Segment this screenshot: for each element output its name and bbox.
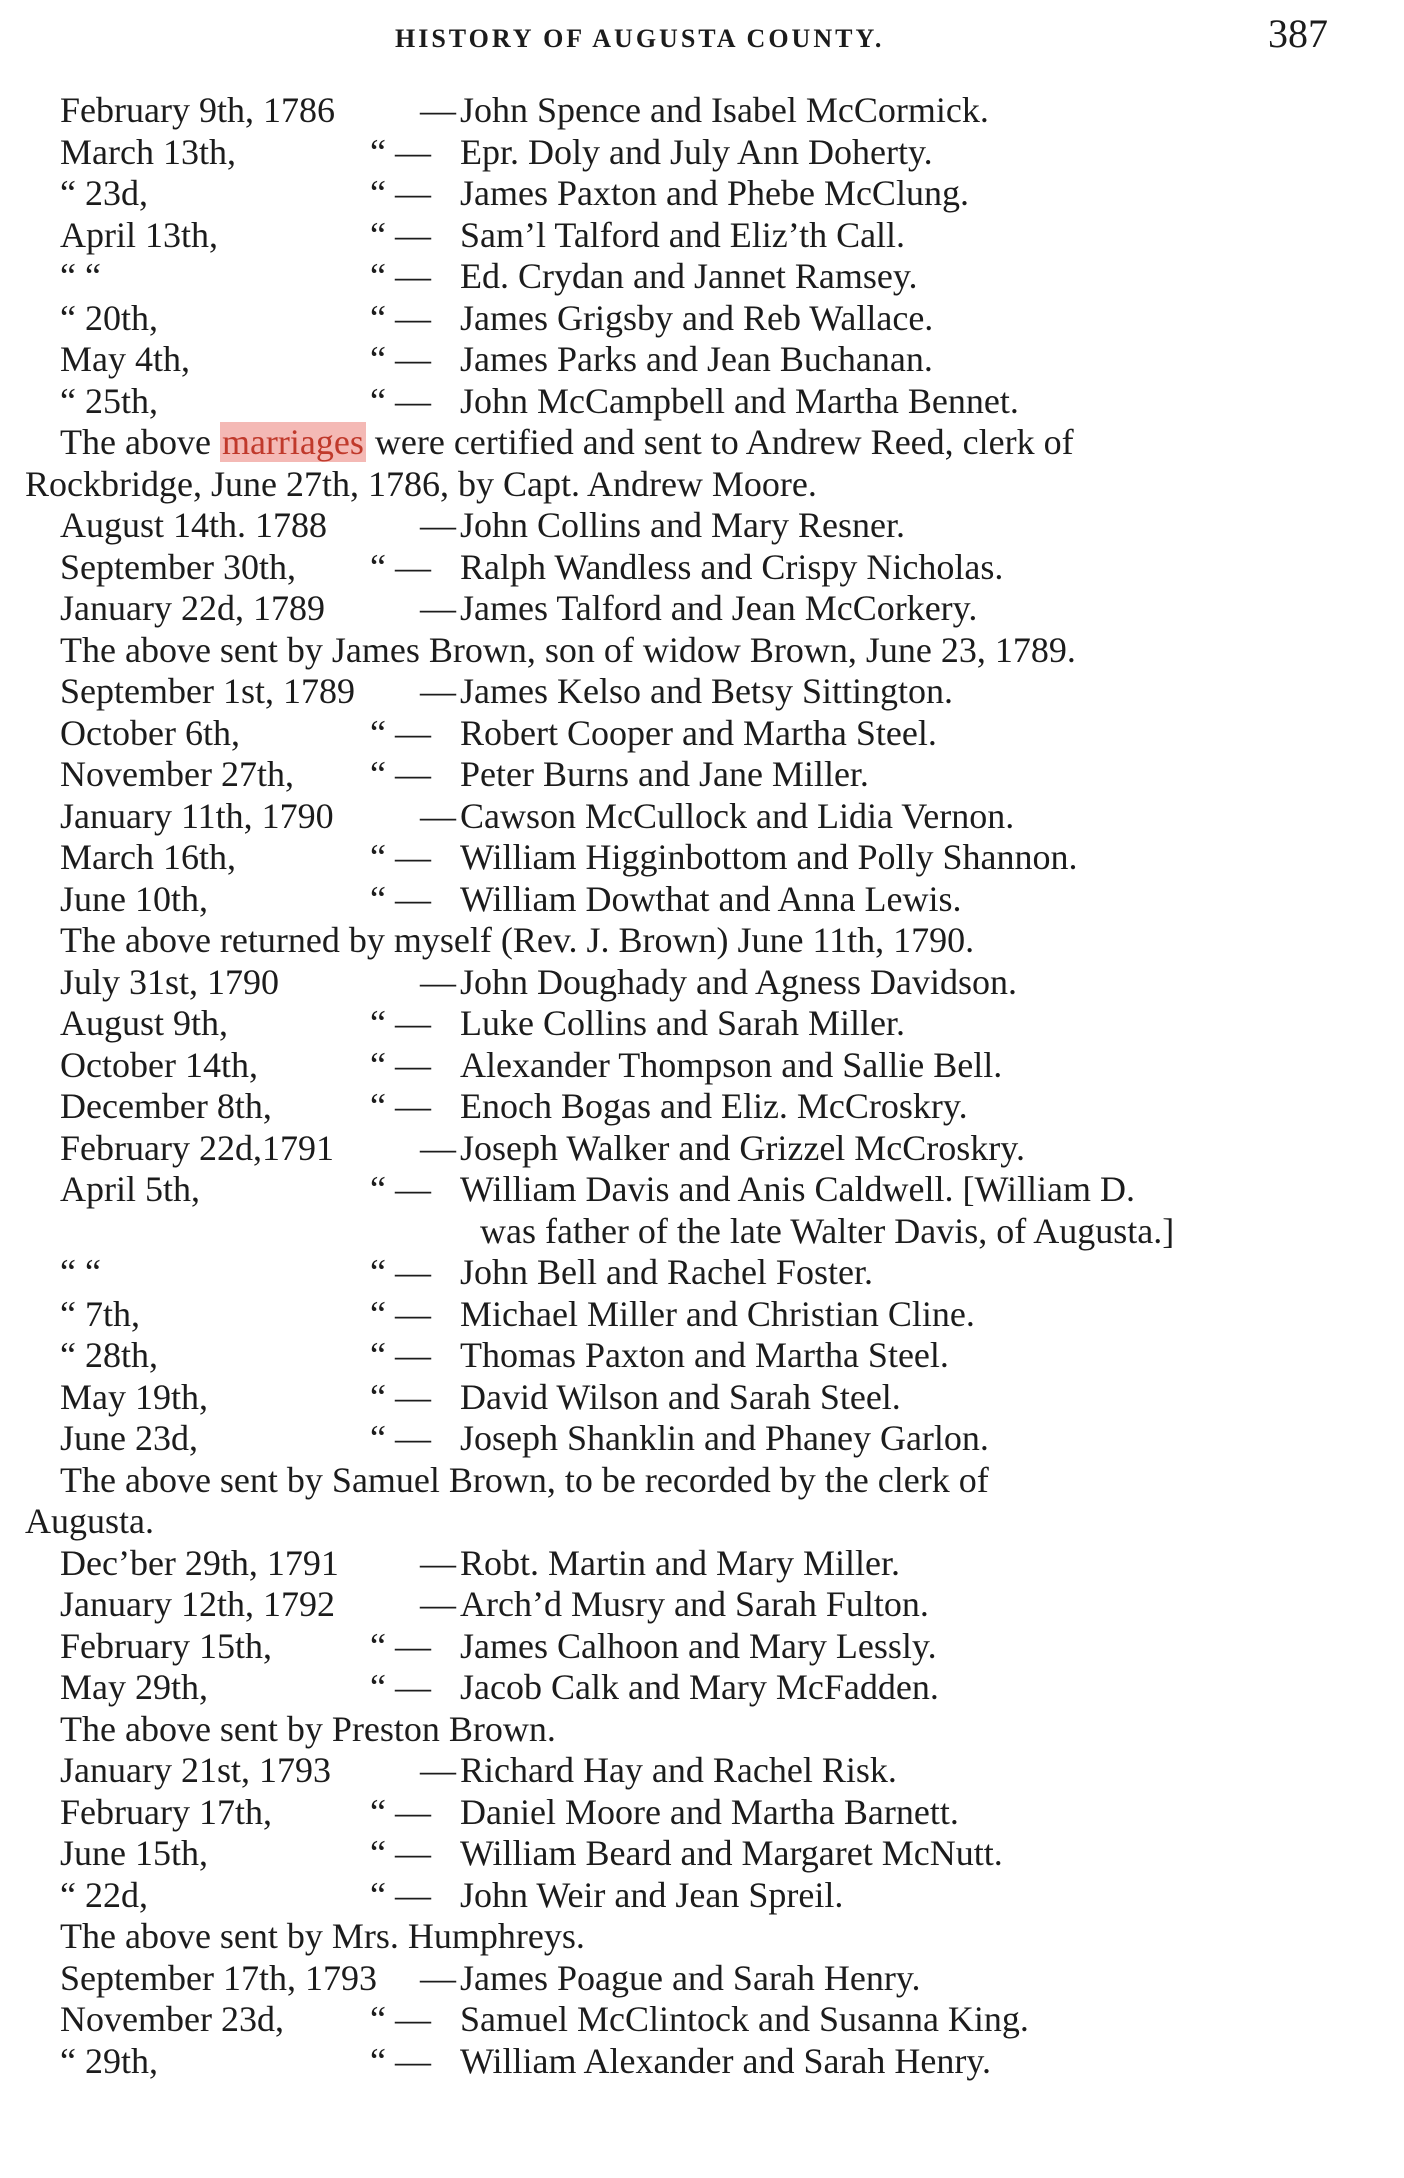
entry-names: James Grigsby and Reb Wallace.	[460, 297, 934, 338]
entry-names: John Collins and Mary Resner.	[460, 505, 905, 545]
register-entry	[0, 879, 1404, 921]
entry-names: Enoch Bogas and Eliz. McCroskry.	[460, 1086, 968, 1126]
entry-names: Thomas Paxton and Martha Steel.	[460, 1335, 949, 1375]
entry-ditto: —	[420, 588, 456, 628]
register-entry	[0, 2041, 1404, 2083]
register-entry	[0, 1833, 1404, 1875]
register-entry	[0, 1958, 1404, 2000]
entry-names: Alexander Thompson and Sallie Bell.	[460, 1044, 1003, 1085]
page-header	[0, 10, 1404, 70]
register-entry	[0, 1294, 1404, 1336]
entry-ditto: “ —	[370, 256, 431, 296]
register-entry	[0, 1335, 1404, 1377]
note-text: were certified and sent to Andrew Reed, clerk of	[365, 422, 1074, 462]
entry-ditto: “ —	[370, 1086, 431, 1126]
note-text: The above sent by Preston Brown.	[60, 1708, 556, 1749]
entry-names: Ed. Crydan and Jannet Ramsey.	[460, 256, 918, 296]
entry-date: March 16th,	[60, 837, 236, 877]
certification-note	[0, 630, 1404, 672]
entry-date: August 14th. 1788	[60, 505, 328, 545]
entry-date: “ “	[60, 1252, 101, 1292]
entry-names: William Alexander and Sarah Henry.	[460, 2040, 992, 2081]
entry-date: “ 28th,	[60, 1335, 158, 1375]
note-line	[60, 1460, 989, 1502]
certification-note-continued	[0, 464, 1404, 506]
entry-names: Arch’d Musry and Sarah Fulton.	[460, 1584, 929, 1624]
register-entry	[0, 1169, 1404, 1211]
entry-names: Peter Burns and Jane Miller.	[460, 754, 869, 794]
entry-names: Michael Miller and Christian Cline.	[460, 1293, 975, 1334]
entry-date: Dec’ber 29th, 1791	[60, 1542, 339, 1583]
register-entry	[0, 90, 1404, 132]
entry-names: Samuel McClintock and Susanna King.	[460, 1999, 1029, 2039]
note-line	[60, 920, 974, 962]
register-entry	[0, 1999, 1404, 2041]
entry-ditto: “ —	[370, 2040, 431, 2081]
entry-ditto: “ —	[370, 1044, 431, 1085]
entry-names: James Poague and Sarah Henry.	[460, 1957, 921, 1998]
continuation-text: was father of the late Walter Davis, of Augusta.]	[480, 1210, 1175, 1251]
entry-ditto: “ —	[370, 1791, 431, 1832]
certification-note	[0, 422, 1404, 464]
entry-names: James Talford and Jean McCorkery.	[460, 588, 978, 628]
entry-names: James Paxton and Phebe McClung.	[460, 173, 969, 213]
entry-date: “ 22d,	[60, 1874, 148, 1915]
register-entry	[0, 1003, 1404, 1045]
entry-names: James Parks and Jean Buchanan.	[460, 339, 933, 379]
entry-ditto: “ —	[370, 1625, 431, 1666]
entry-names: James Kelso and Betsy Sittington.	[460, 671, 953, 711]
entry-date: October 14th,	[60, 1044, 258, 1085]
register-entry	[0, 132, 1404, 174]
entry-names: John Spence and Isabel McCormick.	[460, 90, 989, 130]
entry-date: June 10th,	[60, 878, 208, 919]
register-entry	[0, 1626, 1404, 1668]
entry-date: December 8th,	[60, 1086, 272, 1126]
note-text: The above returned by myself (Rev. J. Brown) June 11th, 1790.	[60, 920, 975, 960]
register-entry	[0, 173, 1404, 215]
entry-names: William Higginbottom and Polly Shannon.	[460, 837, 1078, 877]
entry-names: Luke Collins and Sarah Miller.	[460, 1003, 905, 1043]
entry-ditto: —	[420, 1127, 456, 1168]
marriage-register	[0, 90, 1404, 2082]
register-entry	[0, 796, 1404, 838]
entry-ditto: “ —	[370, 173, 431, 213]
entry-names: John McCampbell and Martha Bennet.	[460, 380, 1019, 421]
entry-date: October 6th,	[60, 712, 240, 753]
register-entry	[0, 962, 1404, 1004]
register-entry	[0, 1377, 1404, 1419]
entry-date: “ 20th,	[60, 297, 158, 338]
register-entry	[0, 1418, 1404, 1460]
entry-date: November 23d,	[60, 1999, 284, 2039]
register-entry	[0, 1750, 1404, 1792]
entry-ditto: “ —	[370, 712, 431, 753]
entry-date: February 9th, 1786	[60, 90, 335, 130]
entry-ditto: “ —	[370, 1418, 431, 1458]
register-entry	[0, 215, 1404, 257]
entry-date: “ 29th,	[60, 2040, 158, 2081]
register-entry	[0, 837, 1404, 879]
entry-date: July 31st, 1790	[60, 961, 280, 1002]
entry-ditto: —	[420, 505, 456, 545]
entry-date: January 11th, 1790	[60, 795, 334, 836]
register-entry	[0, 381, 1404, 423]
note-line-2: Rockbridge, June 27th, 1786, by Capt. Andrew Moore.	[25, 463, 817, 504]
entry-names: Richard Hay and Rachel Risk.	[460, 1750, 897, 1790]
entry-ditto: —	[420, 795, 456, 836]
entry-names: William Dowthat and Anna Lewis.	[460, 878, 962, 919]
entry-date: February 15th,	[60, 1625, 272, 1666]
entry-date: April 5th,	[60, 1169, 200, 1209]
entry-names: Robert Cooper and Martha Steel.	[460, 712, 937, 753]
entry-names: Joseph Shanklin and Phaney Garlon.	[460, 1418, 989, 1458]
register-entry	[0, 1045, 1404, 1087]
entry-ditto: “ —	[370, 380, 431, 421]
entry-names: Jacob Calk and Mary McFadden.	[460, 1667, 939, 1707]
register-entry	[0, 298, 1404, 340]
entry-ditto: —	[420, 1542, 456, 1583]
register-entry	[0, 505, 1404, 547]
note-text: The above	[60, 422, 220, 462]
entry-ditto: “ —	[370, 878, 431, 919]
entry-names: Robt. Martin and Mary Miller.	[460, 1542, 900, 1583]
certification-note	[0, 1709, 1404, 1751]
register-entry	[0, 547, 1404, 589]
entry-names: David Wilson and Sarah Steel.	[460, 1376, 901, 1417]
entry-ditto: —	[420, 1584, 456, 1624]
entry-ditto: “ —	[370, 131, 431, 172]
register-entry	[0, 1667, 1404, 1709]
entry-date: January 21st, 1793	[60, 1750, 331, 1790]
certification-note	[0, 1460, 1404, 1502]
entry-ditto: “ —	[370, 1169, 431, 1209]
entry-date: February 22d,1791	[60, 1127, 334, 1168]
entry-names: William Beard and Margaret McNutt.	[460, 1833, 1003, 1873]
entry-ditto: “ —	[370, 837, 431, 877]
entry-ditto: “ —	[370, 214, 431, 255]
entry-names: Sam’l Talford and Eliz’th Call.	[460, 214, 906, 255]
entry-date: “ “	[60, 256, 101, 296]
entry-ditto: “ —	[370, 754, 431, 794]
register-entry	[0, 1875, 1404, 1917]
note-text: The above sent by Samuel Brown, to be recorded by the clerk of	[60, 1459, 989, 1500]
note-line	[60, 422, 1074, 464]
register-entry	[0, 1543, 1404, 1585]
entry-date: March 13th,	[60, 131, 236, 172]
entry-names: William Davis and Anis Caldwell. [William D.	[460, 1169, 1135, 1209]
entry-ditto: —	[420, 1957, 456, 1998]
entry-ditto: “ —	[370, 1003, 431, 1043]
entry-names: Daniel Moore and Martha Barnett.	[460, 1791, 959, 1832]
entry-ditto: “ —	[370, 1335, 431, 1375]
entry-ditto: —	[420, 671, 456, 711]
entry-names: James Calhoon and Mary Lessly.	[460, 1625, 937, 1666]
entry-date: June 23d,	[60, 1418, 198, 1458]
entry-names: Joseph Walker and Grizzel McCroskry.	[460, 1127, 1025, 1168]
entry-ditto: “ —	[370, 1999, 431, 2039]
entry-ditto: “ —	[370, 1874, 431, 1915]
entry-ditto: “ —	[370, 339, 431, 379]
entry-date: June 15th,	[60, 1833, 208, 1873]
register-entry	[0, 754, 1404, 796]
note-line	[60, 1709, 556, 1751]
entry-ditto: —	[420, 1750, 456, 1790]
entry-ditto: “ —	[370, 1252, 431, 1292]
register-entry	[0, 1252, 1404, 1294]
entry-date: May 29th,	[60, 1667, 208, 1707]
register-entry	[0, 339, 1404, 381]
entry-ditto: “ —	[370, 1667, 431, 1707]
note-text: The above sent by James Brown, son of widow Brown, June 23, 1789.	[60, 629, 1076, 670]
entry-date: May 19th,	[60, 1376, 208, 1417]
running-head: HISTORY OF AUGUSTA COUNTY.	[395, 24, 885, 53]
entry-date: January 12th, 1792	[60, 1584, 335, 1624]
certification-note	[0, 920, 1404, 962]
entry-ditto: “ —	[370, 297, 431, 338]
entry-date: August 9th,	[60, 1003, 229, 1043]
entry-date: February 17th,	[60, 1791, 272, 1832]
certification-note	[0, 1916, 1404, 1958]
search-highlight: marriages	[221, 422, 364, 462]
note-line-2: Augusta.	[25, 1501, 154, 1541]
entry-date: May 4th,	[60, 339, 190, 379]
certification-note-continued	[0, 1501, 1404, 1543]
entry-ditto: —	[420, 961, 456, 1002]
entry-ditto: “ —	[370, 546, 431, 587]
note-line	[60, 1916, 585, 1958]
entry-date: September 30th,	[60, 546, 296, 587]
entry-date: September 17th, 1793	[60, 1957, 377, 1998]
register-entry	[0, 256, 1404, 298]
entry-names: John Doughady and Agness Davidson.	[460, 961, 1017, 1002]
entry-date: November 27th,	[60, 754, 294, 794]
entry-ditto: “ —	[370, 1293, 431, 1334]
entry-names: John Weir and Jean Spreil.	[460, 1874, 844, 1915]
entry-names: John Bell and Rachel Foster.	[460, 1252, 873, 1292]
register-entry	[0, 1792, 1404, 1834]
entry-date: “ 25th,	[60, 380, 158, 421]
entry-ditto: —	[420, 90, 456, 130]
register-entry	[0, 671, 1404, 713]
entry-date: “ 7th,	[60, 1293, 140, 1334]
note-text: The above sent by Mrs. Humphreys.	[60, 1916, 585, 1956]
register-entry	[0, 1584, 1404, 1626]
entry-names: Cawson McCullock and Lidia Vernon.	[460, 795, 1015, 836]
entry-ditto: “ —	[370, 1376, 431, 1417]
entry-names: Epr. Doly and July Ann Doherty.	[460, 131, 933, 172]
entry-continuation	[0, 1211, 1404, 1253]
page-number: 387	[1268, 11, 1328, 56]
entry-date: April 13th,	[60, 214, 218, 255]
register-entry	[0, 1128, 1404, 1170]
register-entry	[0, 713, 1404, 755]
register-entry	[0, 588, 1404, 630]
entry-ditto: “ —	[370, 1833, 431, 1873]
register-entry	[0, 1086, 1404, 1128]
entry-date: January 22d, 1789	[60, 588, 325, 628]
entry-names: Ralph Wandless and Crispy Nicholas.	[460, 546, 1004, 587]
entry-date: September 1st, 1789	[60, 671, 355, 711]
note-line	[60, 630, 1076, 672]
entry-date: “ 23d,	[60, 173, 148, 213]
